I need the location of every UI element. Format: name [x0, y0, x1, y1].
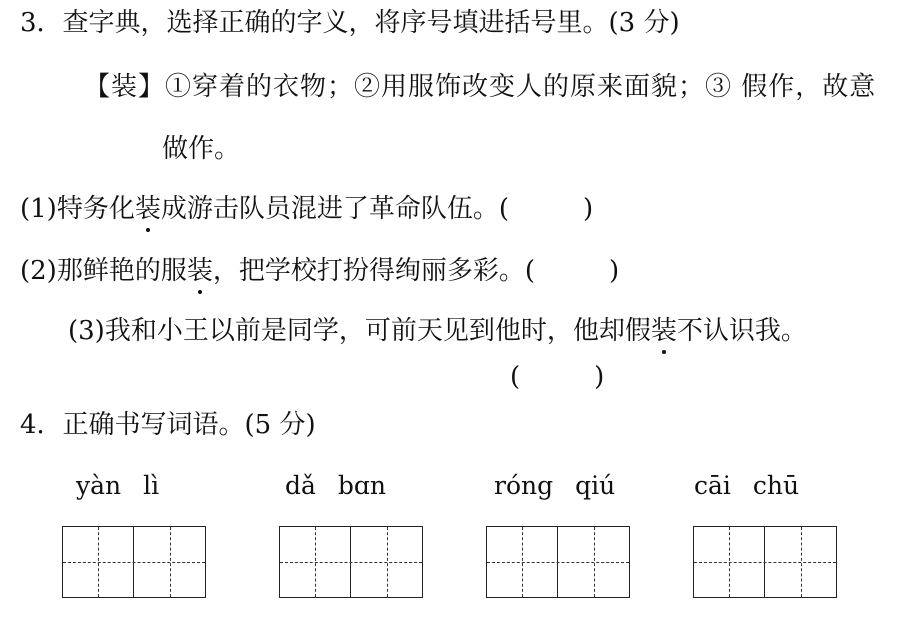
pinyin-word-2: dǎ bɑn	[285, 471, 387, 500]
emphasis-char: 装	[134, 194, 161, 224]
pinyin-word-4: cāi chū	[694, 471, 800, 500]
question-3-header: 3．查字典，选择正确的字义，将序号填进括号里。(3 分)	[20, 8, 680, 38]
writing-grid-4[interactable]	[693, 526, 837, 598]
emphasis-char: 装	[650, 316, 677, 346]
pinyin-word-3: róng qiú	[494, 471, 616, 500]
definition-line-1: 【装】①穿着的衣物；②用服饰改变人的原来面貌；③ 假作，故意	[84, 72, 877, 102]
sentence-3: (3)我和小王以前是同学，可前天见到他时，他却假装不认识我。	[68, 316, 807, 346]
writing-grid-2[interactable]	[279, 526, 423, 598]
emphasis-char: 装	[186, 256, 213, 286]
sentence-1: (1)特务化装成游击队员混进了革命队伍。( )	[20, 194, 594, 224]
writing-grid-3[interactable]	[486, 526, 630, 598]
writing-grid-1[interactable]	[62, 526, 206, 598]
sentence-3-paren: ( )	[510, 362, 605, 392]
pinyin-word-1: yàn lì	[76, 471, 160, 500]
sentence-2: (2)那鲜艳的服装，把学校打扮得绚丽多彩。( )	[20, 256, 620, 286]
question-4-header: 4．正确书写词语。(5 分)	[20, 410, 316, 440]
definition-line-2: 做作。	[162, 134, 241, 164]
